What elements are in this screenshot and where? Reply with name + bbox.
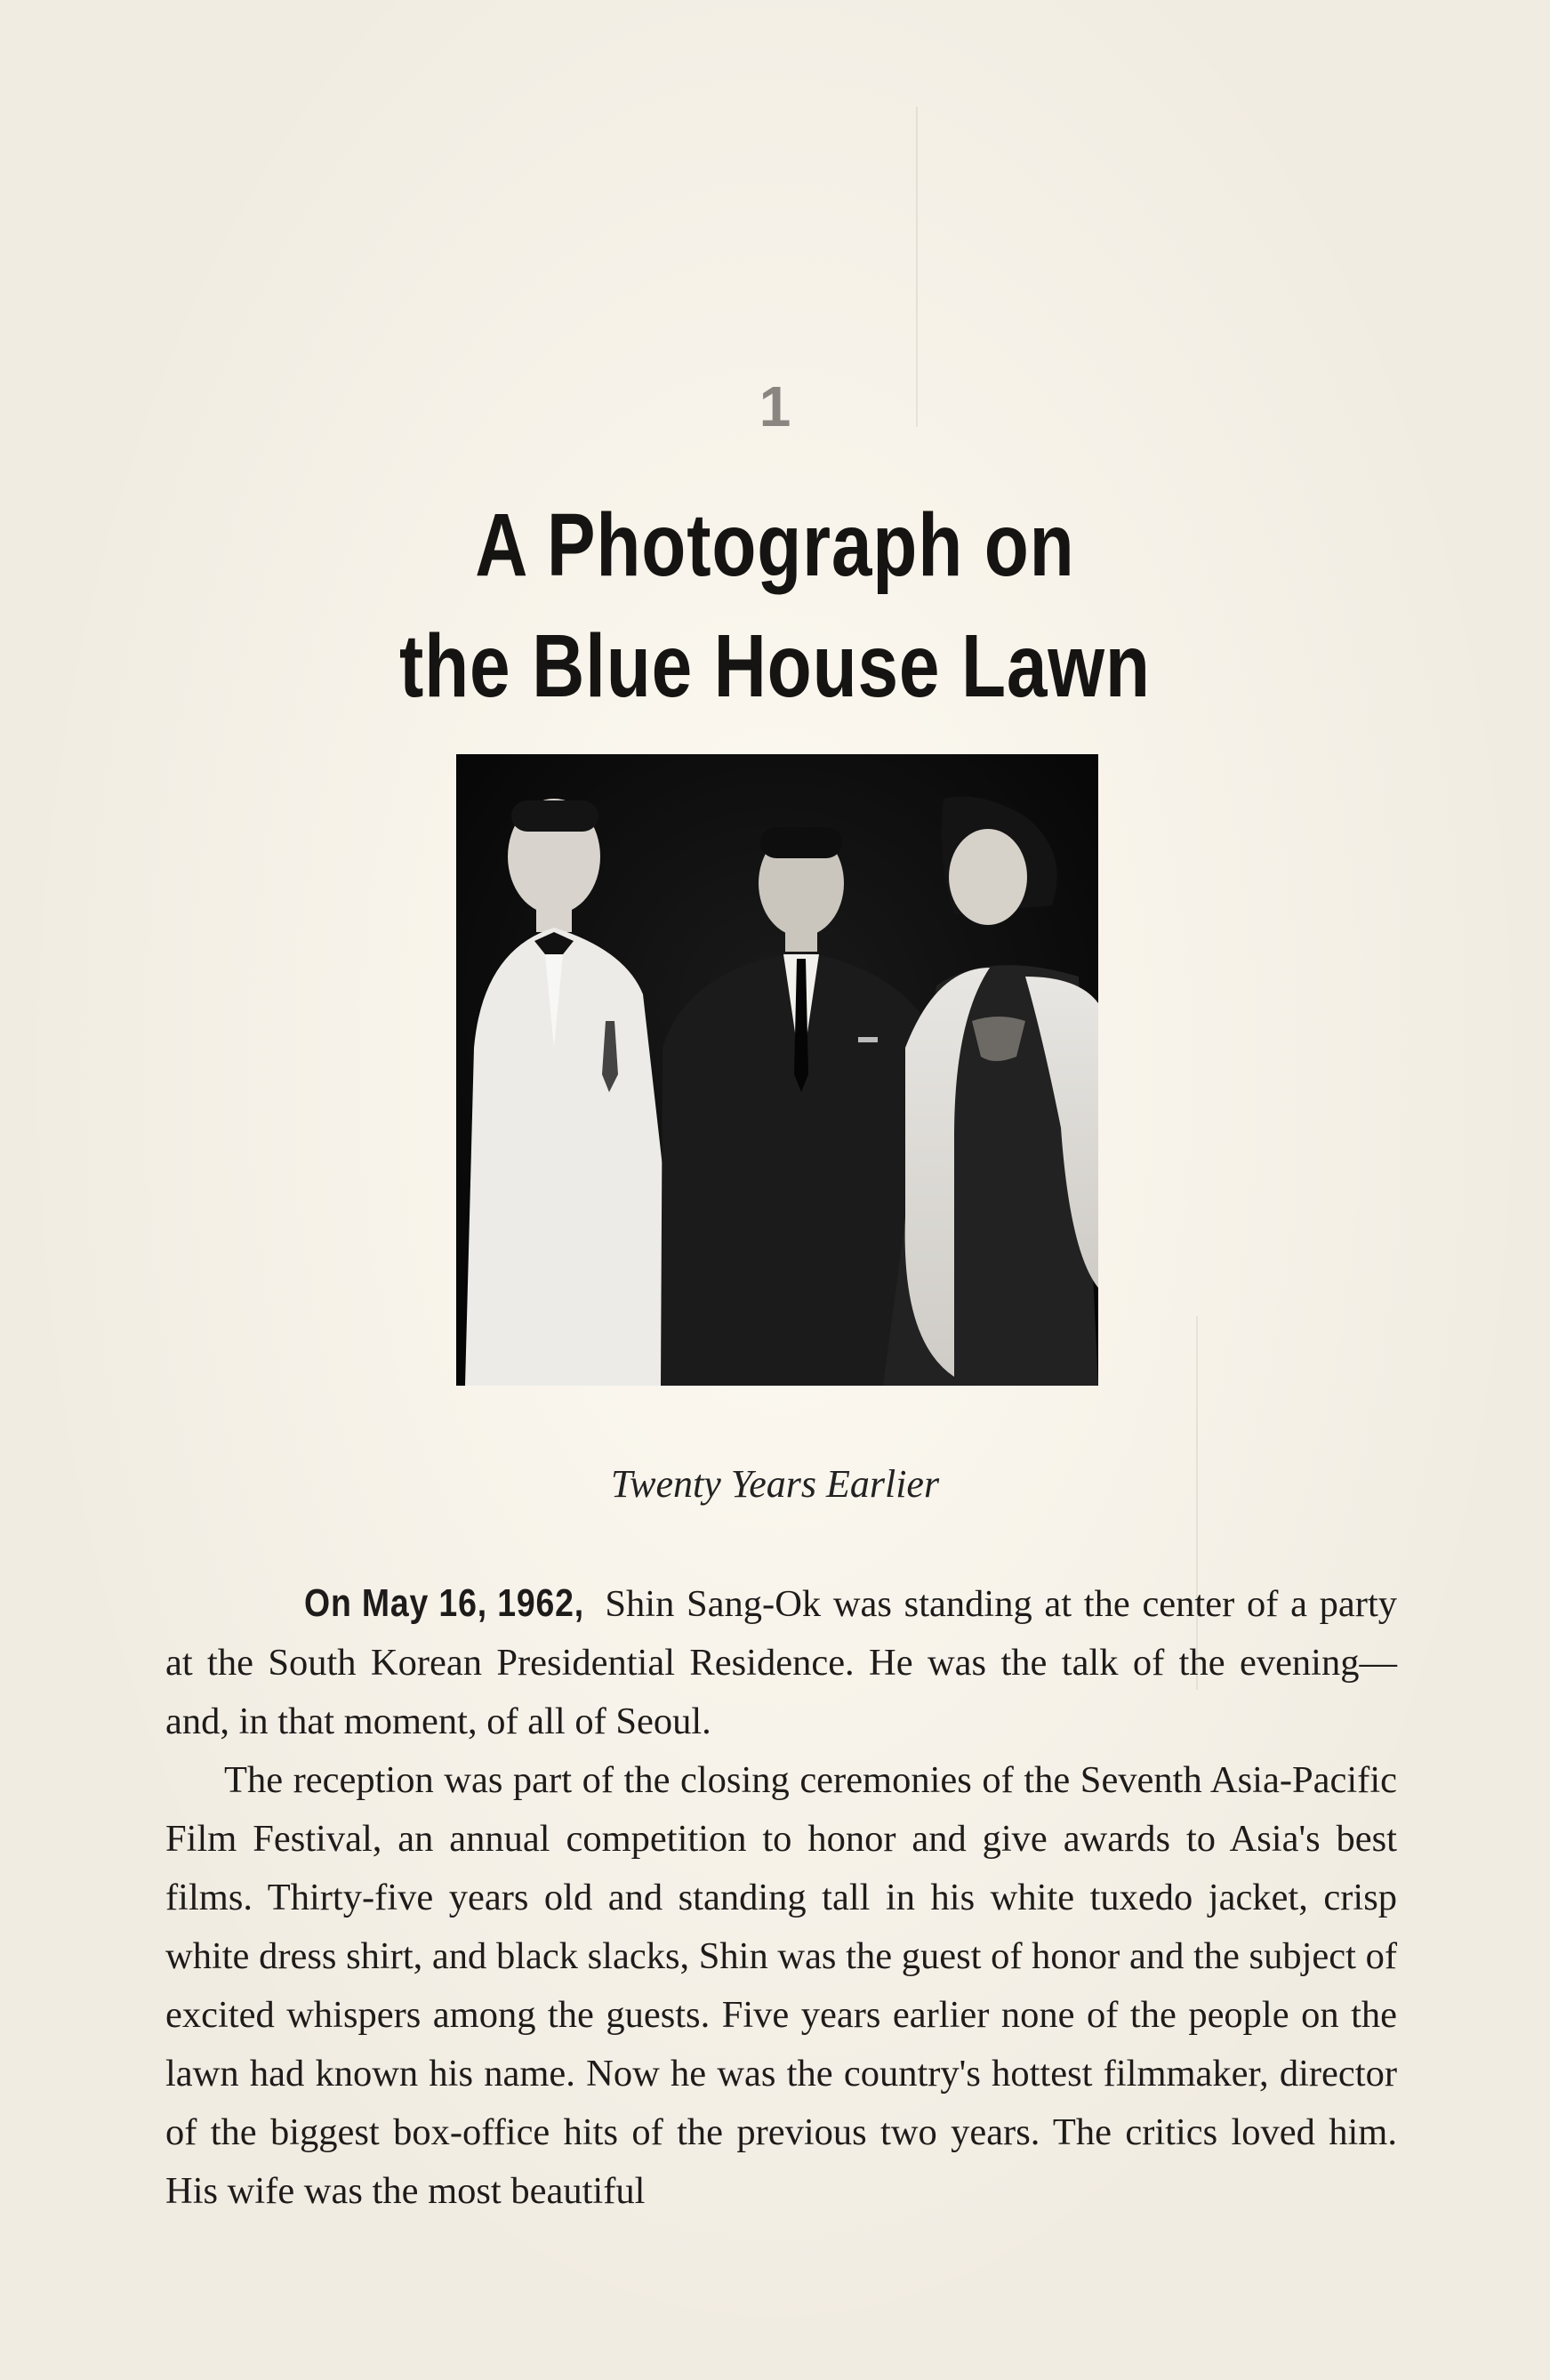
chapter-photograph [456, 754, 1098, 1386]
chapter-title [140, 485, 1410, 727]
section-subtitle: Twenty Years Earlier [610, 1462, 940, 1506]
paragraph-1-text: Shin Sang-Ok was standing at the center of a party at the South Korean Presidential Residence. He was the talk of the evening—and, in that moment, of all of Seoul. [165, 1583, 1397, 1742]
photograph-image [456, 754, 1098, 1386]
body-text [165, 1574, 1397, 2221]
paragraph-1 [165, 1574, 1397, 1751]
paragraph-2: The reception was part of the closing ceremonies of the Seventh Asia-Pacific Film Festival, an annual competition to honor and give awards to Asia's best films. Thirty-five years old and standing tall in his white tuxedo jacket, crisp white dress shirt, and black slacks, Shin was the guest of honor and the subject of excited whispers among the guests. Five years earlier none of the people on the lawn had known his name. Now he was the country's hottest filmmaker, director of the biggest box-office hits of the previous two years. The critics loved him. His wife was the most beautiful [165, 1759, 1397, 2212]
chapter-title-line-2: the Blue House Lawn [399, 616, 1151, 716]
chapter-title-line-1: A Photograph on [475, 495, 1075, 595]
chapter-number: 1 [759, 374, 791, 438]
paragraph-lead-in: On May 16, 1962, [304, 1581, 585, 1625]
